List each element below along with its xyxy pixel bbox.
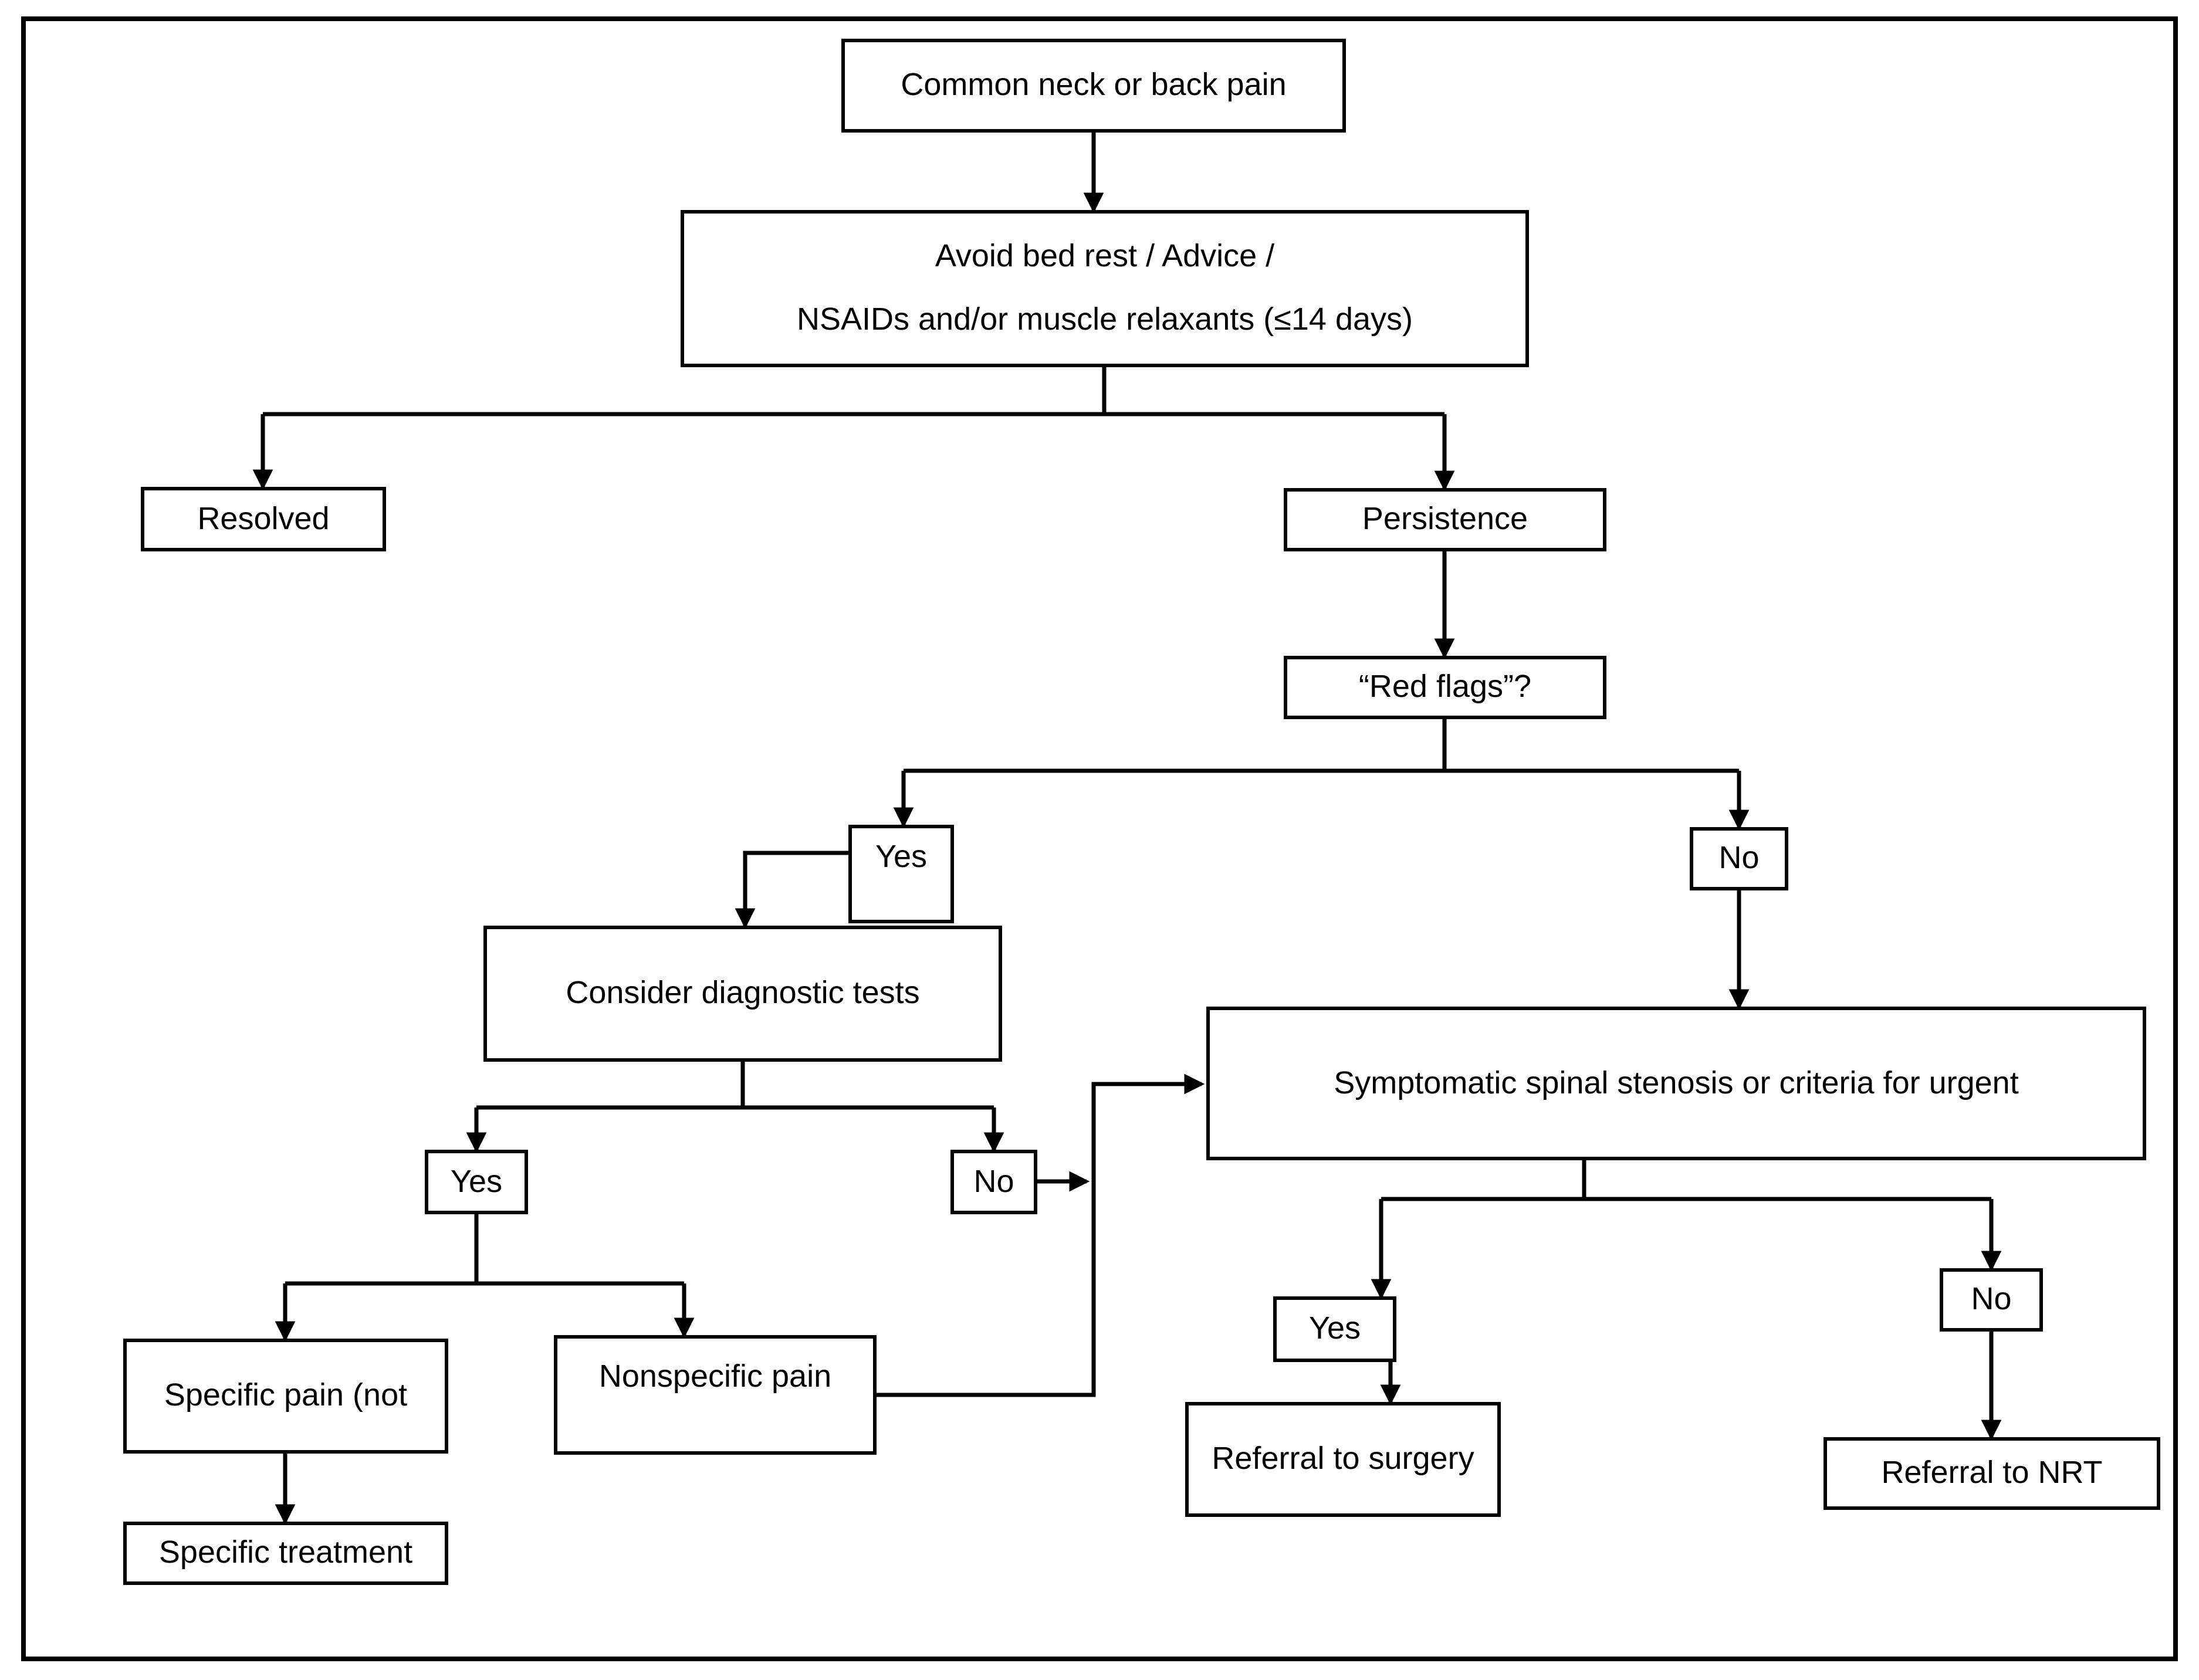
edge-nonspecific-to-symptomatic: [877, 1084, 1202, 1395]
node-red-flags: “Red flags”?: [1284, 656, 1606, 719]
node-specific-pain: Specific pain (not: [123, 1339, 448, 1454]
node-red-flags-no: No: [1690, 827, 1788, 890]
edge-consider-split: [476, 1062, 994, 1107]
edge-symptomatic-split: [1381, 1160, 1991, 1199]
node-tests-yes: Yes: [425, 1150, 528, 1214]
node-red-flags-yes: Yes: [848, 825, 954, 923]
node-resolved: Resolved: [141, 487, 386, 551]
node-nonspecific-pain: Nonspecific pain: [554, 1335, 877, 1455]
node-specific-treatment: Specific treatment: [123, 1522, 448, 1585]
node-urgent-no: No: [1940, 1268, 2043, 1332]
node-symptomatic-spinal-stenosis: Symptomatic spinal stenosis or criteria for urgent: [1206, 1007, 2146, 1160]
node-common-neck-back-pain: Common neck or back pain: [841, 39, 1346, 133]
node-consider-diagnostic-tests: Consider diagnostic tests: [483, 926, 1002, 1062]
edge-tests-yes-split: [285, 1214, 684, 1283]
node-avoid-bed-rest: [681, 210, 1529, 367]
edge-yes-to-consider: [745, 853, 848, 926]
node-referral-to-surgery: Referral to surgery: [1185, 1402, 1501, 1517]
avoid-bed-rest-line1: Avoid bed rest / Advice /: [935, 238, 1275, 274]
edge-avoid-split: [263, 367, 1444, 414]
edge-redflags-split: [904, 719, 1739, 771]
node-referral-to-nrt: Referral to NRT: [1824, 1437, 2160, 1510]
node-tests-no: No: [950, 1150, 1037, 1214]
node-urgent-yes: Yes: [1273, 1296, 1396, 1362]
node-persistence: Persistence: [1284, 488, 1606, 551]
avoid-bed-rest-line2: NSAIDs and/or muscle relaxants (≤14 days): [796, 302, 1413, 337]
